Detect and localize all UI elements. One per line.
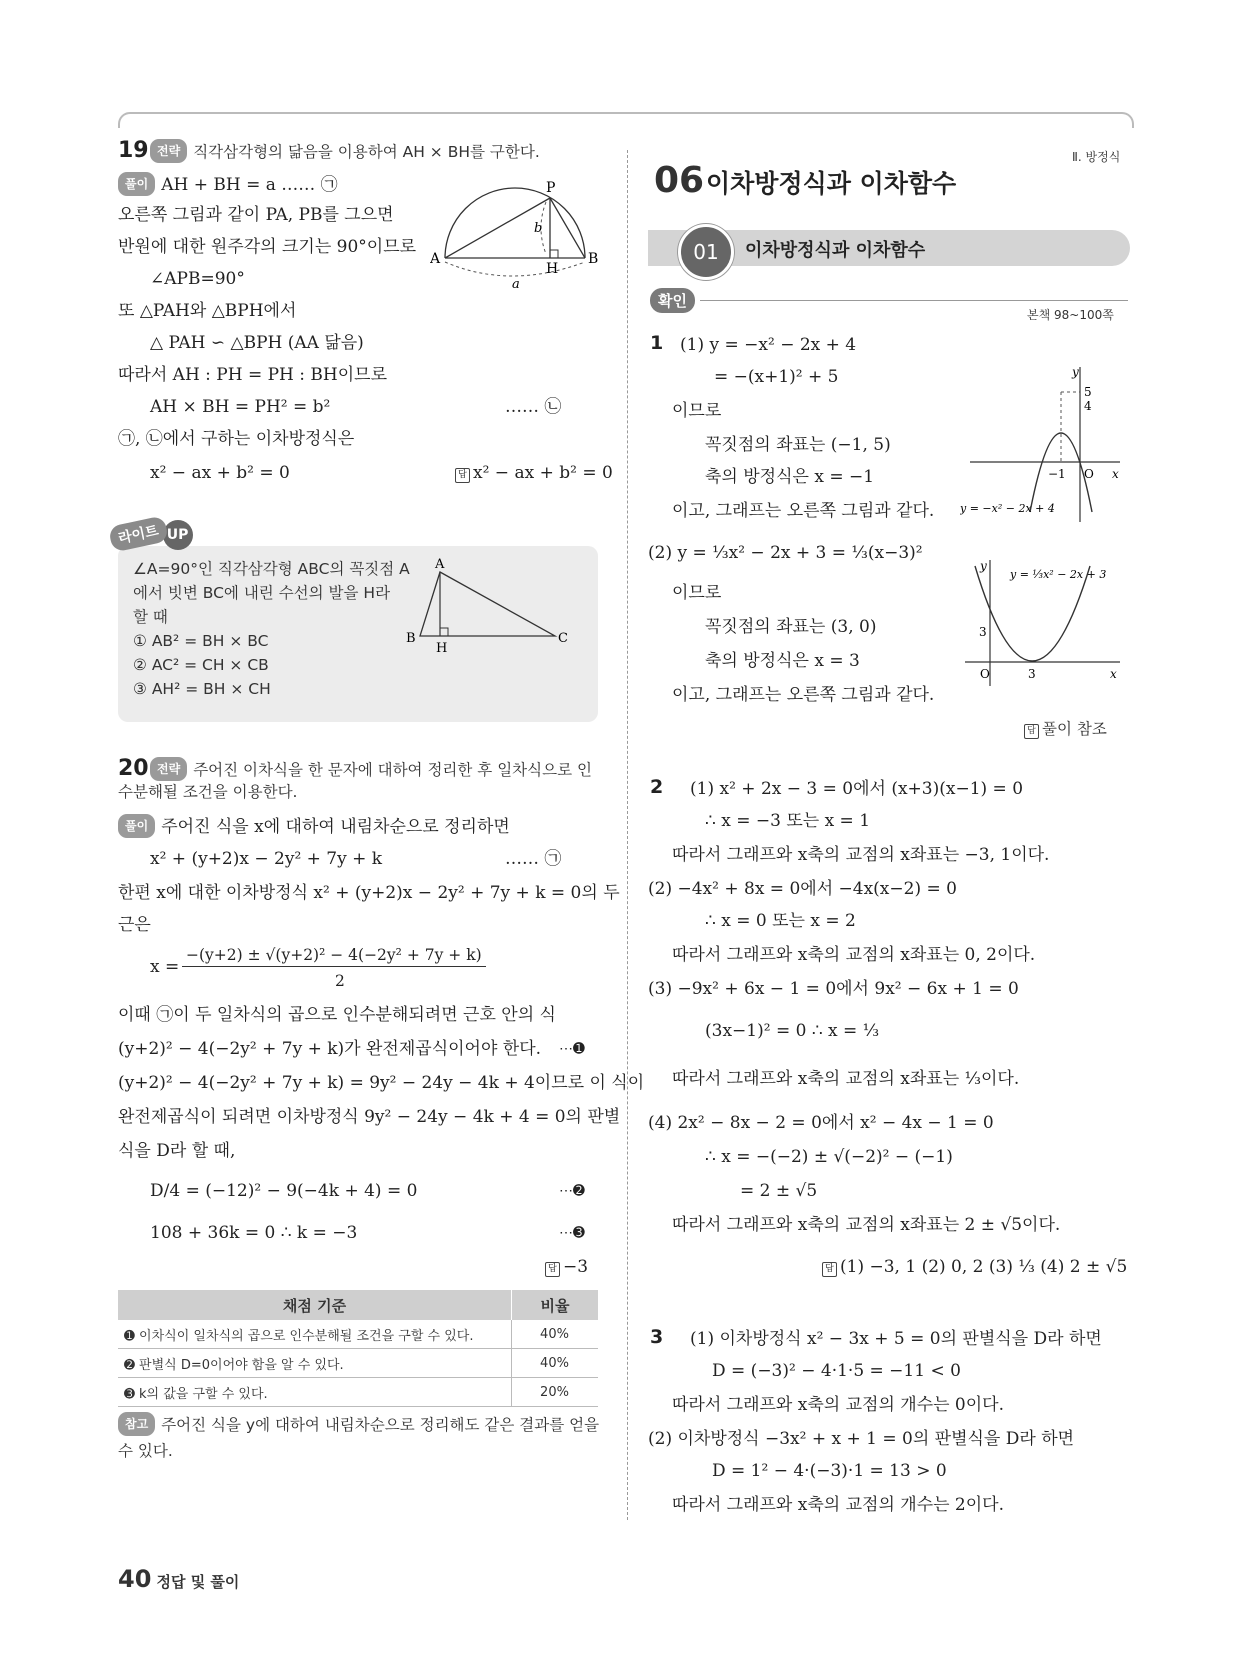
strategy-text: 직각삼각형의 닮음을 이용하여 AH × BH를 구한다. xyxy=(193,143,540,161)
sol-line-0: AH + BH = a …… ㉠ xyxy=(161,175,338,195)
table-cell-ratio: 40% xyxy=(512,1320,599,1349)
q2-line-4: ∴ x = 0 또는 x = 2 xyxy=(705,911,856,931)
label-h: H xyxy=(546,261,559,277)
footer-label: 정답 및 풀이 xyxy=(156,1573,240,1591)
q2-line-11: = 2 ± √5 xyxy=(740,1181,818,1201)
tri-label-a: A xyxy=(435,557,445,572)
tip-line-1: 에서 빗변 BC에 내린 수선의 발을 H라 xyxy=(133,584,391,602)
graph1-x-label: x xyxy=(1112,467,1119,481)
graph-2 xyxy=(960,556,1130,696)
answer-icon: 답 xyxy=(545,1262,560,1277)
confirm-badge: 확인 xyxy=(650,288,695,313)
sol-line-3: 한편 x에 대한 이차방정식 x² + (y+2)x − 2y² + 7y + k = 0의 두 xyxy=(118,883,620,903)
sol-line-4: 또 △PAH와 △BPH에서 xyxy=(118,301,297,321)
sol-line-9: (y+2)² − 4(−2y² + 7y + k)가 완전제곱식이어야 한다. xyxy=(118,1039,542,1059)
page-footer xyxy=(118,1565,239,1593)
sol-line-9: ㉠, ㉡에서 구하는 이차방정식은 xyxy=(118,429,355,449)
q2-line-9: (4) 2x² − 8x − 2 = 0에서 x² − 4x − 1 = 0 xyxy=(648,1113,994,1133)
table-cell-criterion: ➌ k의 값을 구할 수 있다. xyxy=(118,1378,512,1407)
confirm-rule xyxy=(700,300,1128,301)
tip-badge xyxy=(110,520,193,550)
q2-line-2: 따라서 그래프와 x축의 교점의 x좌표는 −3, 1이다. xyxy=(672,845,1050,865)
q2-line-6: (3) −9x² + 6x − 1 = 0에서 9x² − 6x + 1 = 0 xyxy=(648,979,1019,999)
chapter-number: 06 xyxy=(654,160,705,201)
strategy-line xyxy=(150,139,540,163)
solution-line xyxy=(118,172,338,196)
q1-answer xyxy=(1024,718,1107,740)
q2-line-1: ∴ x = −3 또는 x = 1 xyxy=(705,811,871,831)
answer-icon: 답 xyxy=(1024,724,1039,739)
graph1-label-5: 5 xyxy=(1084,385,1092,399)
q1-line-10: 이고, 그래프는 오른쪽 그림과 같다. xyxy=(672,685,935,705)
tri-label-b: B xyxy=(406,631,416,646)
step-mark-1: ⋯➊ xyxy=(559,1041,585,1057)
graph1-label-minus1: −1 xyxy=(1048,467,1066,481)
note-tag: 참고 xyxy=(118,1412,155,1436)
scoring-table xyxy=(118,1290,598,1407)
tip-badge-label: 라이트 xyxy=(108,515,169,552)
table-header-criterion: 채점 기준 xyxy=(118,1290,512,1320)
answer-icon: 답 xyxy=(822,1262,837,1277)
q2-line-3: (2) −4x² + 8x = 0에서 −4x(x−2) = 0 xyxy=(648,879,957,899)
q1-line-2: 이므로 xyxy=(672,401,722,421)
solution-tag: 풀이 xyxy=(118,172,155,196)
note-text-2: 수 있다. xyxy=(118,1442,173,1460)
sol-line-5: x = xyxy=(150,957,180,977)
solution-line xyxy=(118,814,510,838)
problem-number: 20 xyxy=(118,756,149,781)
right-angle-h xyxy=(440,628,448,636)
sol-line-10: x² − ax + b² = 0 xyxy=(150,463,290,483)
q1-line-0: (1) y = −x² − 2x + 4 xyxy=(680,335,857,355)
graph2-equation: y = ⅓x² − 2x + 3 xyxy=(1010,568,1107,581)
strategy-tag: 전략 xyxy=(150,139,187,163)
sol-fraction-numerator: −(y+2) ± √(y+2)² − 4(−2y² + 7y + k) xyxy=(182,944,486,967)
answer-text: x² − ax + b² = 0 xyxy=(473,463,613,483)
page-ref: 본책 98~100쪽 xyxy=(1027,308,1114,322)
label-b-length: b xyxy=(534,221,543,236)
note-line xyxy=(118,1412,599,1436)
part-label: Ⅱ. 방정식 xyxy=(1072,150,1121,164)
graph2-label-3x: 3 xyxy=(1028,667,1036,681)
sol-line-3: ∠APB=90° xyxy=(150,269,245,289)
table-cell-criterion: ➊ 이차식이 일차식의 곱으로 인수분해될 조건을 구할 수 있다. xyxy=(118,1320,512,1349)
answer-line xyxy=(455,462,613,484)
answer-line xyxy=(545,1256,588,1278)
q2-line-12: 따라서 그래프와 x축의 교점의 x좌표는 2 ± √5이다. xyxy=(672,1215,1061,1235)
graph1-label-4: 4 xyxy=(1084,399,1092,413)
tri-label-h: H xyxy=(436,641,448,656)
q3-line-4: D = 1² − 4·(−3)·1 = 13 > 0 xyxy=(712,1461,947,1481)
page-number: 40 xyxy=(118,1565,152,1593)
q2-line-5: 따라서 그래프와 x축의 교점의 x좌표는 0, 2이다. xyxy=(672,945,1036,965)
graph2-y-label: y xyxy=(980,559,987,573)
graph-1 xyxy=(960,362,1130,522)
sol-line-6: 따라서 AH : PH = PH : BH이므로 xyxy=(118,365,388,385)
right-angle-mark xyxy=(550,250,558,258)
answer-icon: 답 xyxy=(455,468,470,483)
sol-line-1: 오른쪽 그림과 같이 PA, PB를 그으면 xyxy=(118,205,394,225)
q1-line-1: = −(x+1)² + 5 xyxy=(714,367,839,387)
sol-line-14: 108 + 36k = 0 ∴ k = −3 xyxy=(150,1223,358,1243)
graph2-label-3y: 3 xyxy=(979,625,987,639)
q1-line-5: 이고, 그래프는 오른쪽 그림과 같다. xyxy=(672,501,935,521)
q1-line-4: 축의 방정식은 x = −1 xyxy=(705,467,875,487)
q1-line-7: 이므로 xyxy=(672,583,722,603)
strategy-line xyxy=(150,757,592,781)
table-header-ratio: 비율 xyxy=(512,1290,599,1320)
problem-number: 19 xyxy=(118,138,149,163)
sol-line-8: …… ㉡ xyxy=(505,397,562,417)
sol-line-11: 완전제곱식이 되려면 이차방정식 9y² − 24y − 4k + 4 = 0의 판별 xyxy=(118,1107,621,1127)
sol-line-1: x² + (y+2)x − 2y² + 7y + k xyxy=(150,849,383,869)
table-row xyxy=(118,1349,598,1378)
sol-line-12: 식을 D라 할 때, xyxy=(118,1141,236,1161)
question-number: 1 xyxy=(650,332,664,354)
q2-line-0: (1) x² + 2x − 3 = 0에서 (x+3)(x−1) = 0 xyxy=(690,779,1024,799)
semicircle-figure xyxy=(430,180,600,290)
brace-a xyxy=(445,262,585,276)
graph2-origin: O xyxy=(980,667,990,681)
graph1-origin: O xyxy=(1084,467,1094,481)
tip-line-5: ③ AH² = BH × CH xyxy=(133,680,271,698)
graph1-equation: y = −x² − 2x + 4 xyxy=(960,502,1055,515)
strategy-tag: 전략 xyxy=(150,757,187,781)
table-cell-ratio: 20% xyxy=(512,1378,599,1407)
section-title: 이차방정식과 이차함수 xyxy=(745,240,926,261)
q3-line-1: D = (−3)² − 4·1·5 = −11 < 0 xyxy=(712,1361,961,1381)
table-row xyxy=(118,1378,598,1407)
top-rule xyxy=(118,112,1134,128)
section-number: 01 xyxy=(678,224,734,280)
right-triangle-figure xyxy=(400,556,580,656)
label-p: P xyxy=(546,180,556,196)
answer-text: −3 xyxy=(563,1257,589,1277)
sol-line-4: 근은 xyxy=(118,915,151,935)
sol-fraction-denominator: 2 xyxy=(335,972,345,990)
q1-line-8: 꼭짓점의 좌표는 (3, 0) xyxy=(705,617,877,637)
q2-line-8: 따라서 그래프와 x축의 교점의 x좌표는 ⅓이다. xyxy=(672,1069,1020,1089)
answer-text: 풀이 참조 xyxy=(1042,720,1107,738)
tri-label-c: C xyxy=(558,631,568,646)
segment-pb xyxy=(550,198,585,258)
sol-line-8: 이때 ㉠이 두 일차식의 곱으로 인수분해되려면 근호 안의 식 xyxy=(118,1005,556,1025)
chapter-title: 이차방정식과 이차함수 xyxy=(706,169,957,198)
solution-tag: 풀이 xyxy=(118,814,155,838)
question-number: 3 xyxy=(650,1326,664,1348)
tip-line-3: ① AB² = BH × BC xyxy=(133,632,269,650)
q2-answer xyxy=(822,1256,1127,1278)
q1-line-3: 꼭짓점의 좌표는 (−1, 5) xyxy=(705,435,891,455)
q3-line-3: (2) 이차방정식 −3x² + x + 1 = 0의 판별식을 D라 하면 xyxy=(648,1429,1075,1449)
strategy-text-2: 수분해될 조건을 이용한다. xyxy=(118,783,298,801)
label-a: A xyxy=(430,251,441,267)
tip-line-2: 할 때 xyxy=(133,608,168,626)
table-cell-ratio: 40% xyxy=(512,1349,599,1378)
tip-line-0: ∠A=90°인 직각삼각형 ABC의 꼭짓점 A xyxy=(133,560,410,578)
note-text: 주어진 식을 y에 대하여 내림차순으로 정리해도 같은 결과를 얻을 xyxy=(161,1416,600,1434)
label-a-length: a xyxy=(512,277,520,290)
question-number: 2 xyxy=(650,776,664,798)
sol-line-13: D/4 = (−12)² − 9(−4k + 4) = 0 xyxy=(150,1181,418,1201)
label-b: B xyxy=(588,251,599,267)
sol-line-5: △ PAH ∽ △BPH (AA 닮음) xyxy=(150,333,364,353)
q2-line-10: ∴ x = −(−2) ± √(−2)² − (−1) xyxy=(705,1147,953,1167)
answer-text: (1) −3, 1 (2) 0, 2 (3) ⅓ (4) 2 ± √5 xyxy=(840,1257,1128,1277)
q3-line-0: (1) 이차방정식 x² − 3x + 5 = 0의 판별식을 D라 하면 xyxy=(690,1329,1102,1349)
table-row xyxy=(118,1320,598,1349)
step-mark-3: ⋯➌ xyxy=(559,1225,585,1241)
graph2-x-label: x xyxy=(1110,667,1117,681)
q1-line-9: 축의 방정식은 x = 3 xyxy=(705,651,860,671)
sol-line-0: 주어진 식을 x에 대하여 내림차순으로 정리하면 xyxy=(161,817,510,837)
q3-line-2: 따라서 그래프와 x축의 교점의 개수는 0이다. xyxy=(672,1395,1004,1415)
tip-line-4: ② AC² = CH × CB xyxy=(133,656,269,674)
q3-line-5: 따라서 그래프와 x축의 교점의 개수는 2이다. xyxy=(672,1495,1004,1515)
strategy-text: 주어진 이차식을 한 문자에 대하여 정리한 후 일차식으로 인 xyxy=(193,761,592,779)
sol-line-2: 반원에 대한 원주각의 크기는 90°이므로 xyxy=(118,237,417,257)
sol-line-10: (y+2)² − 4(−2y² + 7y + k) = 9y² − 24y − 4k + 4이므로 이 식이 xyxy=(118,1073,645,1093)
table-header-row xyxy=(118,1290,598,1320)
column-divider xyxy=(627,150,628,1520)
table-cell-criterion: ➋ 판별식 D=0이어야 함을 알 수 있다. xyxy=(118,1349,512,1378)
q2-line-7: (3x−1)² = 0 ∴ x = ⅓ xyxy=(705,1021,880,1041)
tip-badge-up: UP xyxy=(163,520,193,550)
graph1-y-label: y xyxy=(1072,365,1079,379)
step-mark-2: ⋯➋ xyxy=(559,1183,585,1199)
sol-line-7: AH × BH = PH² = b² xyxy=(150,397,331,417)
q1-line-6: (2) y = ⅓x² − 2x + 3 = ⅓(x−3)² xyxy=(648,543,923,563)
sol-line-2: …… ㉠ xyxy=(505,849,562,869)
